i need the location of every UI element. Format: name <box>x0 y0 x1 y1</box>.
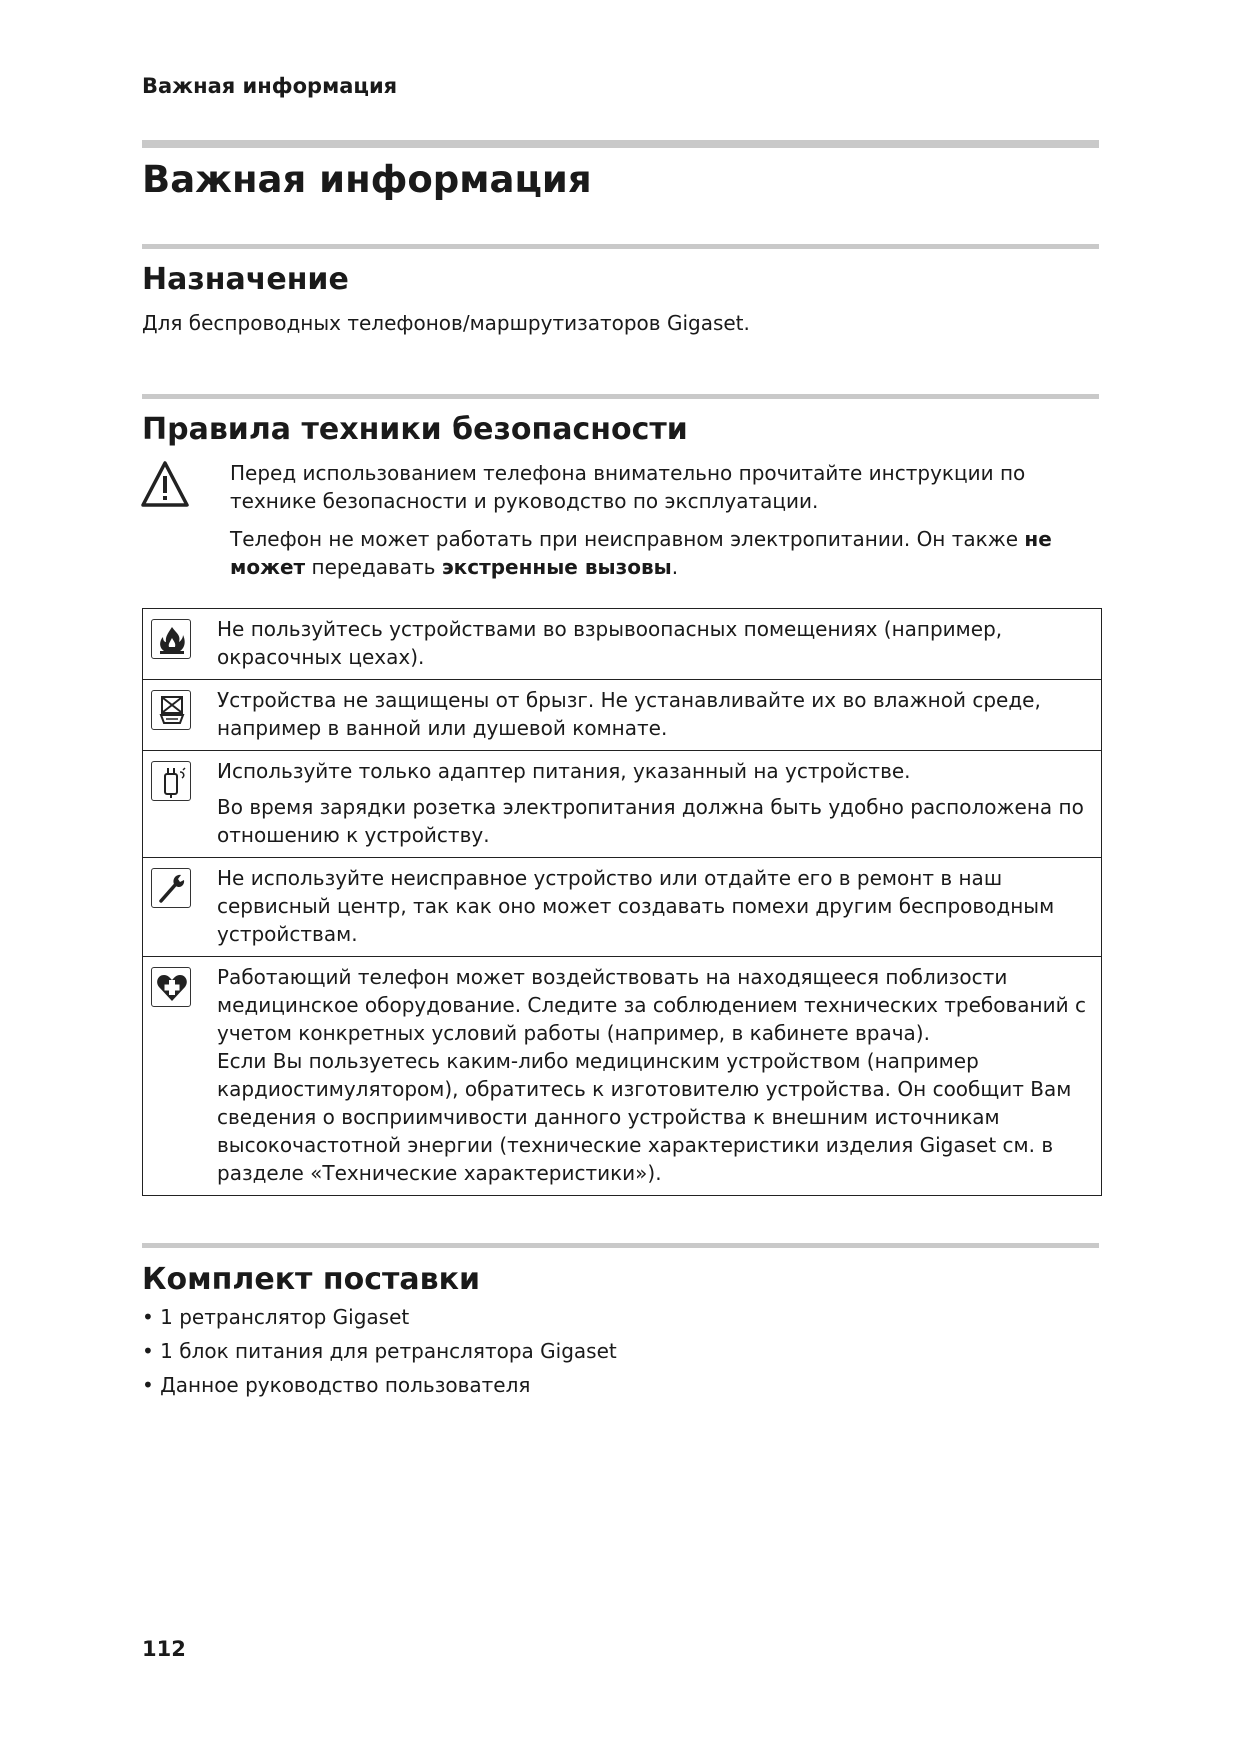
divider <box>142 140 1099 148</box>
purpose-heading: Назначение <box>142 262 349 297</box>
no-water-icon <box>151 690 191 730</box>
power-note-text: Телефон не может работать при неисправном электропитании. Он также <box>230 527 1025 551</box>
divider <box>142 1243 1099 1248</box>
medical-heart-icon <box>151 967 191 1007</box>
table-cell-text: Устройства не защищены от брызг. Не устанавливайте их во влажной среде, например в ванной или душевой комнате. <box>217 688 1041 740</box>
table-cell-text: Работающий телефон может воздействовать на находящееся поблизости медицинское оборудование. Следите за соблюдением технических требований с учетом конкретных условий работы (например, в кабинете врача). <box>217 965 1086 1045</box>
safety-table <box>142 608 1102 1196</box>
table-row <box>143 609 1102 680</box>
safety-intro: Перед использованием телефона внимательно прочитайте инструкции по технике безопасности и руководство по эксплуатации. <box>230 461 1026 513</box>
table-cell-text: Во время зарядки розетка электропитания должна быть удобно расположена по отношению к устройству. <box>217 795 1084 847</box>
wrench-icon <box>151 868 191 908</box>
table-cell-text: Не используйте неисправное устройство или отдайте его в ремонт в наш сервисный центр, так как оно может создавать помехи другим беспроводным устройствам. <box>217 866 1055 946</box>
table-cell-text: Не пользуйтесь устройствами во взрывоопасных помещениях (например, окрасочных цехах). <box>217 617 1003 669</box>
page-number: 112 <box>142 1637 186 1661</box>
divider <box>142 394 1099 399</box>
supply-heading: Комплект поставки <box>142 1262 481 1297</box>
table-row <box>143 957 1102 1196</box>
power-note-bold: экстренные вызовы <box>441 555 672 579</box>
table-row <box>143 680 1102 751</box>
purpose-text: Для беспроводных телефонов/маршрутизаторов Gigaset. <box>142 311 750 335</box>
supply-list <box>142 1300 617 1402</box>
power-note-text: передавать <box>305 555 442 579</box>
table-cell-text: Если Вы пользуетесь каким-либо медицинским устройством (например кардиостимулятором), обратитесь к изготовителю устройства. Он сообщит Вам сведения о восприимчивости данного устройства к внешним источникам высокочастотной энергии (технические характеристики изделия Gigaset см. в разделе «Технические характеристики»). <box>217 1049 1072 1185</box>
list-item: • 1 блок питания для ретранслятора Gigaset <box>142 1339 617 1363</box>
explosion-hazard-icon <box>151 619 191 659</box>
safety-heading: Правила техники безопасности <box>142 412 688 447</box>
list-item: • 1 ретранслятор Gigaset <box>142 1305 410 1329</box>
page-title: Важная информация <box>142 158 592 201</box>
running-header: Важная информация <box>142 74 398 98</box>
power-note <box>230 525 1090 581</box>
power-note-text: . <box>671 555 679 579</box>
table-cell-text: Используйте только адаптер питания, указанный на устройстве. <box>217 759 911 783</box>
table-row <box>143 858 1102 957</box>
list-item: • Данное руководство пользователя <box>142 1373 531 1397</box>
power-adapter-icon <box>151 761 191 801</box>
power-note-bold: не может <box>230 527 1052 579</box>
divider <box>142 244 1099 249</box>
warning-triangle-icon <box>140 460 190 508</box>
table-row <box>143 751 1102 858</box>
